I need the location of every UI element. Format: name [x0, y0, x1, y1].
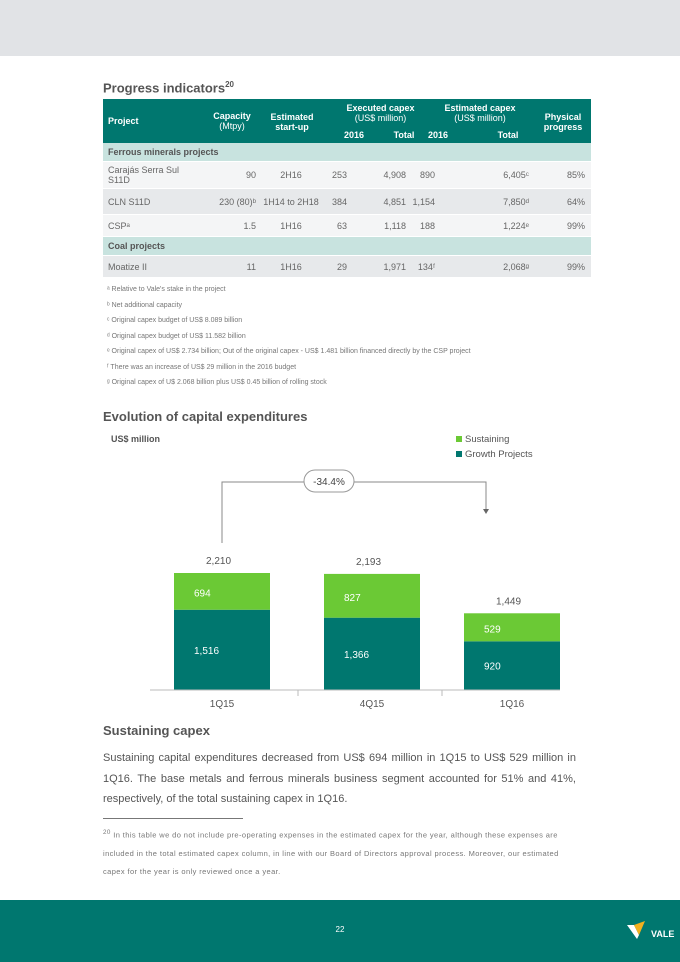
bar-growth-1Q16 — [464, 641, 560, 690]
header-executed: Executed capex — [346, 103, 415, 113]
footnote-text: In this table we do not include pre-operating expenses in the estimated capex for the year, although these expenses are included in the total estimated capex column, in line with our Board of Directors approval process. Moreover, our estimated capex for the year is only reviewed once a year. — [103, 830, 559, 876]
label-growth-4Q15: 1,366 — [344, 649, 370, 661]
category-coal: Coal projects — [103, 237, 591, 256]
table-row: Moatize II 11 1H16 29 1,971 134ᶠ 2,068ᵍ 99% — [103, 256, 591, 278]
header-startup-2: start-up — [275, 122, 309, 132]
bar-growth-4Q15 — [324, 618, 420, 690]
category-ferrous: Ferrous minerals projects — [103, 143, 591, 162]
svg-text:VALE: VALE — [651, 929, 675, 939]
vale-logo — [625, 919, 675, 943]
x-tick-4Q15: 4Q15 — [359, 699, 385, 710]
header-exec-2016: 2016 — [343, 130, 365, 140]
label-growth-1Q16: 920 — [484, 661, 501, 673]
chart-legend — [456, 434, 533, 464]
x-tick-1Q16: 1Q16 — [499, 699, 525, 710]
page-number: 22 — [335, 925, 345, 934]
unit-label: US$ million — [111, 434, 161, 444]
label-sustaining-1Q16: 529 — [484, 624, 501, 636]
bar-sustaining-1Q15 — [174, 573, 270, 610]
progress-table — [103, 99, 591, 278]
label-growth-1Q15: 1,516 — [194, 645, 220, 657]
header-executed-unit: (US$ million) — [354, 113, 407, 123]
label-total-4Q15: 2,193 — [356, 556, 382, 568]
table-header — [103, 99, 591, 143]
header-estimated: Estimated capex — [444, 103, 516, 113]
bar-sustaining-4Q15 — [324, 574, 420, 618]
footnote-rule — [103, 818, 243, 819]
note: ᵈ Original capex budget of US$ 11.582 billion — [107, 332, 246, 340]
header-estimated-unit: (US$ million) — [454, 113, 506, 123]
legend-swatch-sustaining — [456, 436, 462, 442]
legend-sustaining: Sustaining — [456, 434, 533, 449]
header-project: Project — [108, 116, 139, 126]
label-sustaining-4Q15: 827 — [344, 592, 361, 604]
header-est-total: Total — [497, 130, 519, 140]
header-exec-total: Total — [393, 130, 415, 140]
sustaining-title: Sustaining capex — [103, 723, 210, 738]
capex-title: Evolution of capital expenditures — [103, 409, 308, 424]
header-capacity: Capacity — [213, 111, 251, 121]
change-bracket-right — [354, 482, 486, 510]
header-physical: Physical — [544, 112, 582, 122]
note: ᵇ Net additional capacity — [107, 301, 183, 309]
note: ᵉ Original capex of US$ 2.734 billion; Out of the original capex - US$ 1.481 billion financed directly by the CSP project — [107, 348, 471, 355]
header-est-2016: 2016 — [427, 130, 449, 140]
label-total-1Q16: 1,449 — [496, 596, 522, 608]
note: ᶠ There was an increase of US$ 29 million in the 2016 budget — [107, 363, 297, 371]
footnote-number: 20 — [103, 829, 111, 836]
label-sustaining-1Q15: 694 — [194, 588, 211, 600]
note: ᵍ Original capex of U$ 2.068 billion plus US$ 0.45 billion of rolling stock — [107, 379, 327, 386]
table-notes — [107, 282, 471, 391]
top-band — [0, 0, 680, 56]
label-total-1Q15: 2,210 — [206, 556, 232, 567]
bar-sustaining-1Q16 — [464, 613, 560, 641]
table-row: CLN S11D 230 (80)ᵇ 1H14 to 2H18 384 4,851 1,154 7,850ᵈ 64% — [103, 189, 591, 215]
bar-growth-1Q15 — [174, 610, 270, 690]
capex-chart — [110, 462, 560, 717]
sustaining-paragraph: Sustaining capital expenditures decreased from US$ 694 million in 1Q15 to US$ 529 million in 1Q16. The base metals and ferrous minerals business segment accounted for 51% and 41%, respectively, of the total sustaining capex in 1Q16. — [103, 752, 576, 805]
x-tick-1Q15: 1Q15 — [209, 699, 235, 710]
change-arrowhead — [483, 509, 489, 514]
note: ᵃ Relative to Vale's stake in the project — [107, 286, 226, 293]
note: ᶜ Original capex budget of US$ 8.089 billion — [107, 317, 243, 324]
change-bracket-left — [222, 482, 304, 543]
legend-growth: Growth Projects — [456, 449, 533, 464]
header-capacity-unit: (Mtpy) — [219, 121, 245, 131]
table-row: CSPᵃ 1.5 1H16 63 1,118 188 1,224ᵉ 99% — [103, 215, 591, 237]
table-row: Carajás Serra Sul S11D 90 2H16 253 4,908 890 6,405ᶜ 85% — [103, 162, 591, 189]
progress-title: Progress indicators$^{20}$ — [103, 80, 235, 96]
header-startup: Estimated — [270, 112, 314, 122]
change-label: -34.4% — [313, 477, 345, 488]
header-physical-2: progress — [543, 122, 583, 132]
footnote — [103, 824, 575, 881]
legend-swatch-growth — [456, 451, 462, 457]
